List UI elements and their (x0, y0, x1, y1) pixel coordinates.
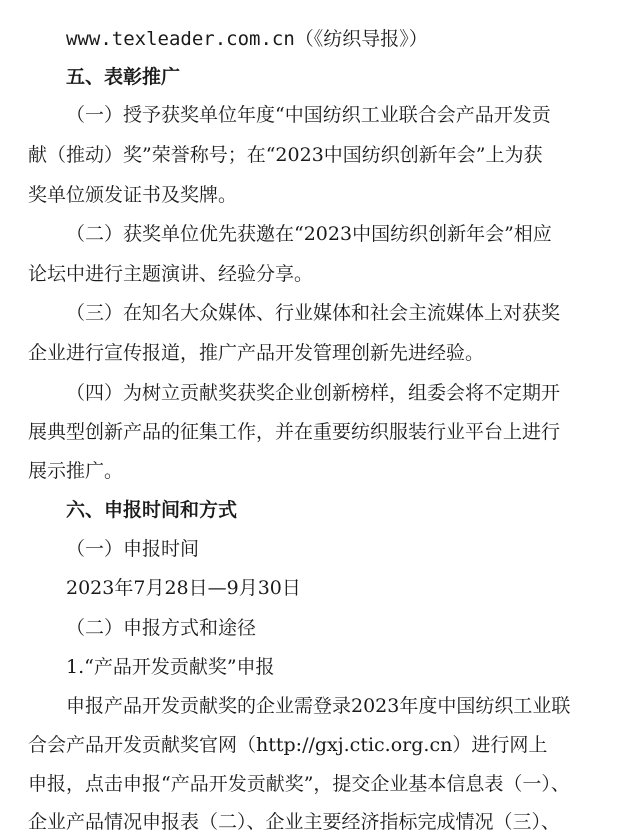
paragraph-line: 奖单位颁发证书及奖牌。 (28, 184, 238, 206)
subheading-product-development-award: 1.“产品开发贡献奖”申报 (66, 656, 275, 678)
paragraph-line: 企业产品情况申报表（二）、企业主要经济指标完成情况（三）、 (28, 811, 561, 833)
paragraph-line: （一）授予获奖单位年度“中国纺织工业联合会产品开发贡 (66, 104, 551, 126)
source-website-line: www.texleader.com.cn（《纺织导报》） (66, 28, 428, 50)
paragraph-line: （三）在知名大众媒体、行业媒体和社会主流媒体上对获奖 (66, 302, 561, 324)
paragraph-line: 申报，点击申报“产品开发贡献奖”，提交企业基本信息表（一）、 (28, 773, 570, 795)
paragraph-line: 论坛中进行主题演讲、经验分享。 (28, 263, 314, 285)
paragraph-line: 企业进行宣传报道，推广产品开发管理创新先进经验。 (28, 342, 485, 364)
paragraph-line: （四）为树立贡献奖获奖企业创新榜样，组委会将不定期开 (66, 382, 561, 404)
paragraph-line: 献（推动）奖”荣誉称号；在“2023中国纺织创新年会”上为获 (28, 144, 543, 166)
paragraph-line: 展示推广。 (28, 460, 124, 482)
section-heading-application-time-method: 六、申报时间和方式 (66, 499, 238, 521)
paragraph-line: （二）获奖单位优先获邀在“2023中国纺织创新年会”相应 (66, 223, 552, 245)
paragraph-line-with-url: 合会产品开发贡献奖官网（http://gxj.ctic.org.cn）进行网上 (28, 734, 548, 756)
application-date-range: 2023年7月28日—9月30日 (66, 577, 301, 599)
subheading-application-method: （二）申报方式和途径 (66, 617, 257, 639)
paragraph-line: 申报产品开发贡献奖的企业需登录2023年度中国纺织工业联 (66, 695, 571, 717)
subheading-application-time: （一）申报时间 (66, 538, 200, 560)
paragraph-line: 展典型创新产品的征集工作，并在重要纺织服装行业平台上进行 (28, 421, 561, 443)
section-heading-awards-promotion: 五、表彰推广 (66, 66, 181, 88)
